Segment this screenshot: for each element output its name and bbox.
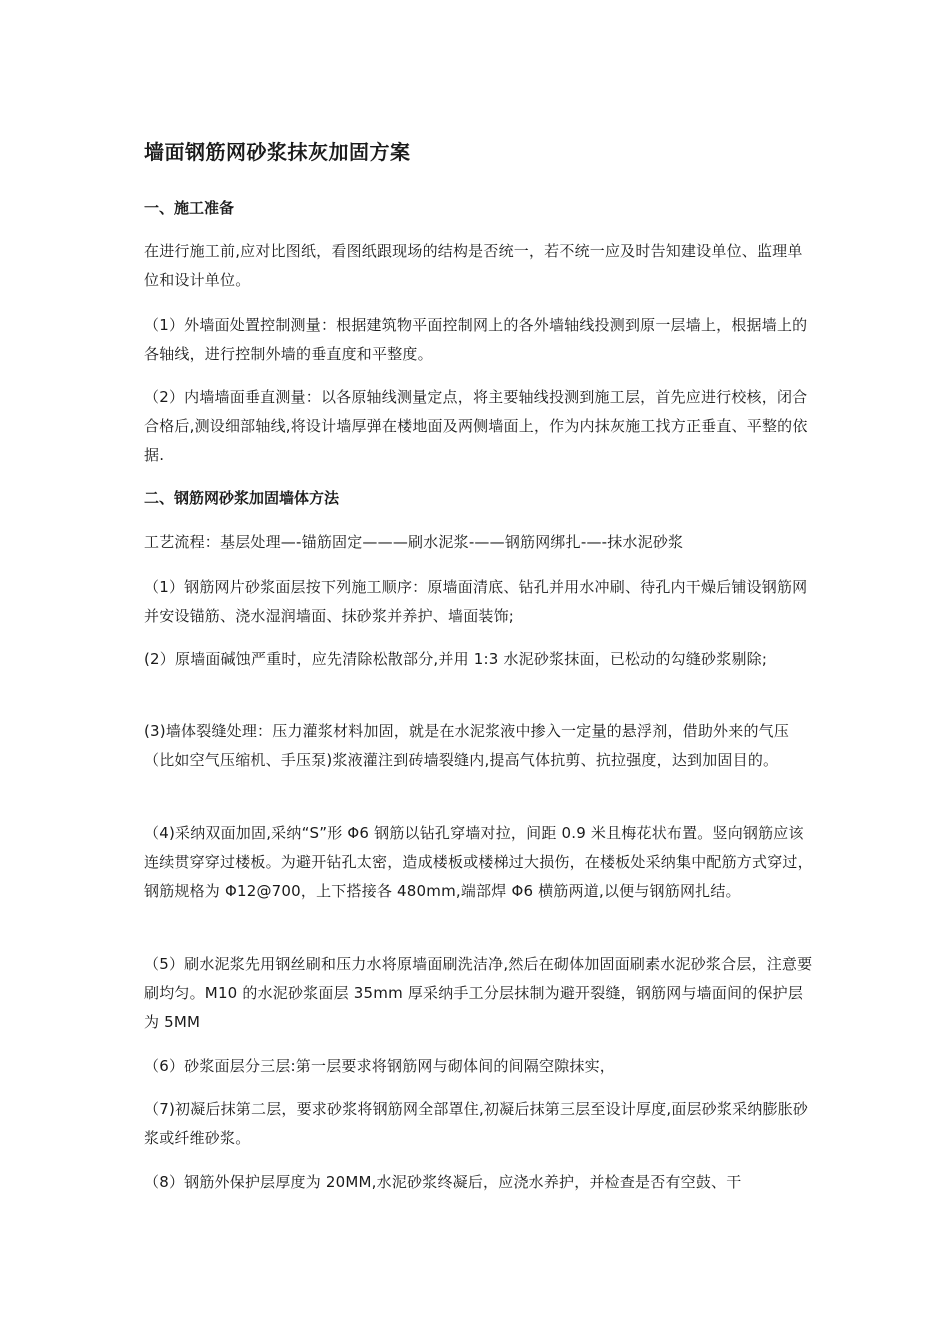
paragraph: （5）刷水泥浆先用钢丝刷和压力水将原墙面刷洗洁净,然后在砌体加固面刷素水泥砂浆合层，注意要刷均匀。M10 的水泥砂浆面层 35mm 厚采纳手工分层抹制为避开裂缝，钢筋网与墙面间的保护层为 5MM [144, 955, 813, 1031]
section-heading-preparation: 一、施工准备 [144, 199, 235, 217]
paragraph: (3)墙体裂缝处理：压力灌浆材料加固，就是在水泥浆液中掺入一定量的悬浮剂，借助外来的气压（比如空气压缩机、手压泵)浆液灌注到砖墙裂缝内,提高气体抗剪、抗拉强度，达到加固目的。 [144, 722, 790, 769]
paragraph: (2）原墙面碱蚀严重时，应先清除松散部分,并用 1:3 水泥砂浆抹面，已松动的勾缝砂浆剔除; [144, 650, 768, 668]
paragraph: （1）外墙面处置控制测量：根据建筑物平面控制网上的各外墙轴线投测到原一层墙上，根据墙上的各轴线，进行控制外墙的垂直度和平整度。 [144, 316, 808, 363]
paragraph: （1）钢筋网片砂浆面层按下列施工顺序：原墙面清底、钻孔并用水冲刷、待孔内干燥后铺设钢筋网并安设锚筋、浇水湿润墙面、抹砂浆并养护、墙面装饰; [144, 578, 808, 625]
paragraph: 在进行施工前,应对比图纸，看图纸跟现场的结构是否统一，若不统一应及时告知建设单位、监理单位和设计单位。 [144, 242, 803, 289]
section-heading-reinforcement-method: 二、钢筋网砂浆加固墙体方法 [144, 489, 340, 507]
paragraph: （8）钢筋外保护层厚度为 20MM,水泥砂浆终凝后，应浇水养护，并检查是否有空鼓、干 [144, 1173, 742, 1191]
paragraph: （6）砂浆面层分三层:第一层要求将钢筋网与砌体间的间隔空隙抹实， [144, 1057, 616, 1075]
document-title: 墙面钢筋网砂浆抹灰加固方案 [144, 140, 411, 164]
paragraph: （2）内墙墙面垂直测量：以各原轴线测量定点，将主要轴线投测到施工层，首先应进行校核，闭合合格后,测设细部轴线,将设计墙厚弹在楼地面及两侧墙面上，作为内抹灰施工找方正垂直、平整的依据. [144, 388, 808, 464]
paragraph: 工艺流程：基层处理—-锚筋固定———刷水泥浆-——钢筋网绑扎-—-抹水泥砂浆 [144, 533, 684, 551]
paragraph: （7)初凝后抹第二层，要求砂浆将钢筋网全部罩住,初凝后抹第三层至设计厚度,面层砂浆采纳膨胀砂浆或纤维砂浆。 [144, 1100, 809, 1147]
paragraph: （4)采纳双面加固,采纳“S”形 Φ6 钢筋以钻孔穿墙对拉，间距 0.9 米且梅花状布置。竖向钢筋应该连续贯穿穿过楼板。为避开钻孔太密，造成楼板或楼梯过大损伤，在楼板处采纳集中配筋方式穿过，钢筋规格为 Φ12@700，上下搭接各 480mm,端部焊 Φ6 横筋两道,以便与钢筋网扎结。 [144, 824, 813, 900]
